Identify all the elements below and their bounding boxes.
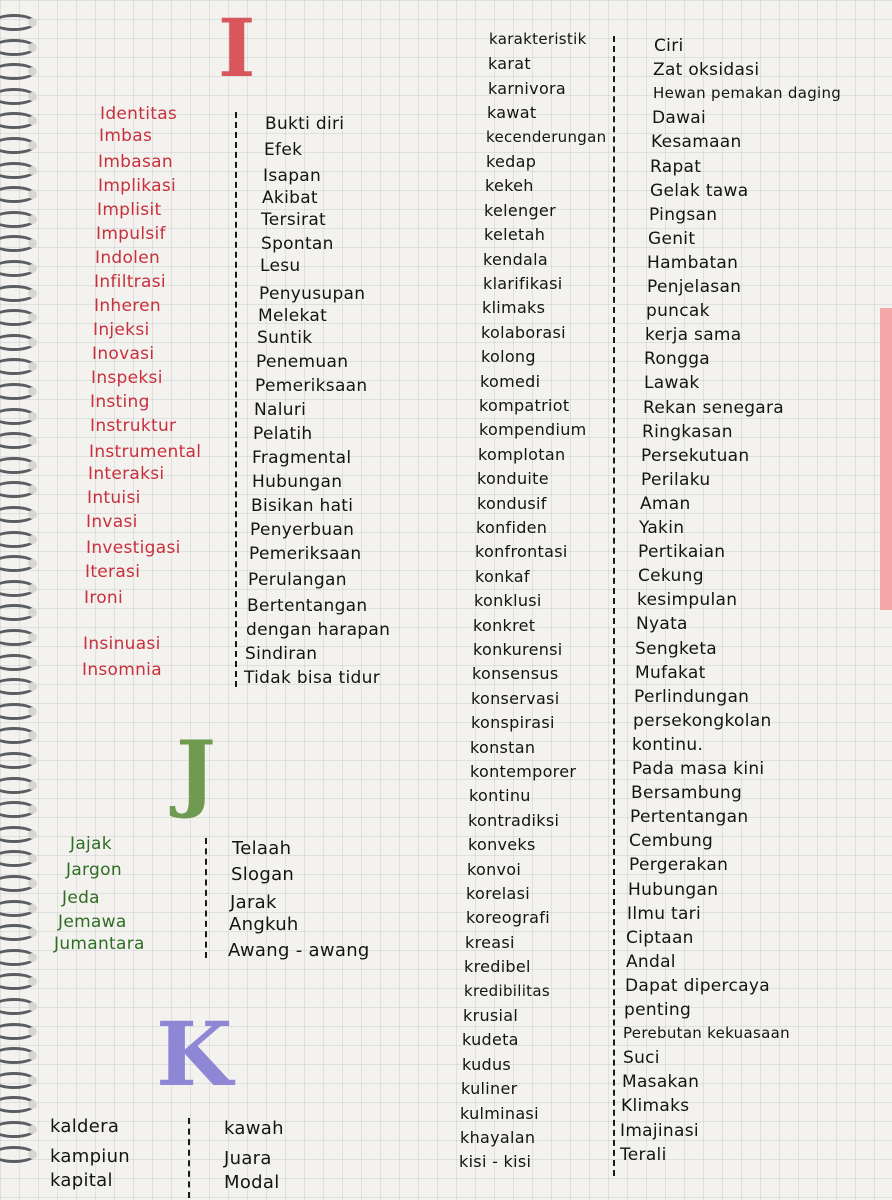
binding-hole xyxy=(28,18,37,27)
separator-j xyxy=(205,838,207,958)
term-k: kompatriot xyxy=(479,396,570,415)
meaning-k: kawah xyxy=(224,1118,284,1139)
binding-hole xyxy=(28,190,37,199)
term-k: konspirasi xyxy=(471,713,555,733)
term-i: Iterasi xyxy=(85,562,141,582)
binding-hole xyxy=(28,239,37,248)
meaning-k: Perebutan kekuasaan xyxy=(623,1024,790,1043)
term-i: Inspeksi xyxy=(91,368,163,388)
term-k: kawat xyxy=(487,103,537,123)
binding-hole xyxy=(28,953,37,962)
meaning-k: Zat oksidasi xyxy=(653,60,760,81)
term-k: kredibel xyxy=(464,957,531,977)
term-i: Identitas xyxy=(100,104,178,124)
meaning-k: Perilaku xyxy=(641,469,711,490)
meaning-k: Ciptaan xyxy=(626,927,694,948)
binding-hole xyxy=(28,682,37,691)
term-k: kedap xyxy=(486,152,537,171)
meaning-i: Spontan xyxy=(261,234,334,254)
term-k: karakteristik xyxy=(489,30,587,48)
term-k: klimaks xyxy=(482,298,546,318)
term-k: kampiun xyxy=(50,1146,131,1167)
binding-hole xyxy=(28,559,37,568)
meaning-i: Tidak bisa tidur xyxy=(244,668,380,688)
term-k: konvoi xyxy=(467,859,522,879)
term-k: kolaborasi xyxy=(481,322,566,342)
term-k: kredibilitas xyxy=(464,981,550,1000)
meaning-k: Hambatan xyxy=(647,252,739,273)
meaning-k: Rongga xyxy=(644,349,711,370)
meaning-k: kesimpulan xyxy=(637,590,738,611)
term-k: klarifikasi xyxy=(483,274,563,293)
meaning-i: Perulangan xyxy=(248,570,347,590)
term-k: kendala xyxy=(483,249,548,269)
meaning-j: Telaah xyxy=(232,838,292,859)
meaning-j: Jarak xyxy=(230,892,277,913)
term-k: kapital xyxy=(50,1170,113,1191)
term-k: kulminasi xyxy=(460,1103,539,1123)
binding-hole xyxy=(28,67,37,76)
meaning-k: Cembung xyxy=(629,831,714,852)
meaning-j: Slogan xyxy=(231,864,295,885)
term-i: Ironi xyxy=(84,588,124,608)
term-k: keletah xyxy=(484,225,546,245)
binding-hole xyxy=(28,510,37,519)
term-i: Infiltrasi xyxy=(94,272,166,292)
meaning-i: Naluri xyxy=(254,400,307,420)
term-k: konstan xyxy=(470,737,536,757)
binding-hole xyxy=(28,313,37,322)
term-i: Inheren xyxy=(94,296,161,316)
meaning-k: Masakan xyxy=(622,1072,700,1093)
meaning-k: Perlindungan xyxy=(634,686,750,707)
meaning-i: Pemeriksaan xyxy=(249,544,362,564)
binding-hole xyxy=(28,166,37,175)
meaning-i: Hubungan xyxy=(252,472,343,492)
meaning-k: Bersambung xyxy=(631,783,743,804)
binding-hole xyxy=(28,535,37,544)
binding-hole xyxy=(28,362,37,371)
meaning-i: Bisikan hati xyxy=(251,496,354,516)
binding-hole xyxy=(28,731,37,740)
binding-hole xyxy=(28,805,37,814)
term-j: Jemawa xyxy=(58,912,127,932)
meaning-i: Efek xyxy=(264,140,303,160)
binding-hole xyxy=(28,707,37,716)
term-k: karat xyxy=(488,54,531,74)
binding-hole xyxy=(28,928,37,937)
term-k: konservasi xyxy=(471,688,560,708)
term-k: koreografi xyxy=(466,908,550,928)
binding-hole xyxy=(28,633,37,642)
term-k: kudeta xyxy=(462,1030,519,1050)
meaning-k: Yakin xyxy=(639,518,685,538)
binding-hole xyxy=(28,1100,37,1109)
term-i: Intuisi xyxy=(87,488,141,508)
binding-hole xyxy=(28,977,37,986)
meaning-i: Suntik xyxy=(257,328,313,348)
meaning-i: Bukti diri xyxy=(265,114,345,134)
term-i: Imbasan xyxy=(98,152,173,172)
meaning-i: Penyerbuan xyxy=(250,520,355,540)
meaning-k: Dapat dipercaya xyxy=(625,975,770,996)
binding-hole xyxy=(28,1051,37,1060)
meaning-k: Pertentangan xyxy=(630,807,749,828)
term-k: kontinu xyxy=(469,786,531,806)
term-k: kondusif xyxy=(477,493,547,513)
binding-hole xyxy=(28,116,37,125)
term-i: Implikasi xyxy=(98,176,177,196)
term-k: konkaf xyxy=(475,566,530,586)
term-k: krusial xyxy=(463,1006,519,1025)
term-k: kaldera xyxy=(50,1116,120,1137)
meaning-k: Modal xyxy=(224,1172,280,1193)
meaning-k: puncak xyxy=(646,301,710,322)
meaning-k: Lawak xyxy=(644,373,700,394)
binding-hole xyxy=(28,289,37,298)
term-i: Insting xyxy=(90,392,150,412)
term-i: Instruktur xyxy=(90,416,177,436)
term-i: Imbas xyxy=(99,126,153,146)
binding-hole xyxy=(28,781,37,790)
meaning-i: Lesu xyxy=(260,256,301,276)
term-i: Injeksi xyxy=(93,320,150,340)
term-k: konduite xyxy=(477,469,549,489)
term-k: konkret xyxy=(473,615,536,635)
meaning-i: Penemuan xyxy=(256,352,349,372)
binding-hole xyxy=(28,1076,37,1085)
term-i: Invasi xyxy=(86,512,138,532)
term-i: Investigasi xyxy=(86,538,181,558)
term-k: kolong xyxy=(481,347,536,367)
meaning-k: Pingsan xyxy=(649,204,718,225)
binding-hole xyxy=(28,1125,37,1134)
term-j: Jeda xyxy=(62,888,100,908)
term-i: Impulsif xyxy=(96,224,166,244)
term-k: kontemporer xyxy=(470,762,577,781)
term-k: kudus xyxy=(462,1054,512,1074)
meaning-k: Andal xyxy=(626,951,676,972)
meaning-i: Penyusupan xyxy=(259,284,366,304)
separator-k-right xyxy=(613,36,615,1176)
meaning-k: Terali xyxy=(620,1144,667,1165)
meaning-k: Rekan senegara xyxy=(643,397,785,418)
term-k: kecenderungan xyxy=(486,127,607,146)
meaning-k: Genit xyxy=(648,228,696,249)
meaning-k: Kesamaan xyxy=(651,132,742,153)
binding-hole xyxy=(28,904,37,913)
term-i: Inovasi xyxy=(92,344,155,364)
meaning-i: Pelatih xyxy=(253,424,313,444)
binding-hole xyxy=(28,264,37,273)
term-k: konveks xyxy=(468,835,536,855)
meaning-k: kontinu. xyxy=(632,734,704,755)
binding-hole xyxy=(28,608,37,617)
meaning-i: Pemeriksaan xyxy=(255,376,368,396)
term-i: Insomnia xyxy=(82,660,162,680)
term-i: Insinuasi xyxy=(83,634,161,654)
binding-hole xyxy=(28,215,37,224)
meaning-k: Rapat xyxy=(650,156,702,177)
meaning-k: Juara xyxy=(224,1148,272,1169)
term-k: kompendium xyxy=(479,420,587,440)
term-i: Implisit xyxy=(97,200,162,220)
binding-hole xyxy=(28,43,37,52)
meaning-k: persekongkolan xyxy=(633,710,772,731)
binding-hole xyxy=(28,1002,37,1011)
meaning-k: kerja sama xyxy=(645,325,742,346)
term-j: Jajak xyxy=(70,834,112,854)
letter-j-heading: J xyxy=(176,722,216,821)
term-i: Interaksi xyxy=(88,464,165,484)
letter-i-heading: I xyxy=(218,1,256,95)
term-j: Jargon xyxy=(66,860,122,880)
binding-hole xyxy=(28,461,37,470)
binding-hole xyxy=(28,584,37,593)
term-k: kisi - kisi xyxy=(459,1152,532,1172)
meaning-k: Aman xyxy=(640,493,691,514)
meaning-i: Isapan xyxy=(263,166,322,186)
meaning-k: Pertikaian xyxy=(638,542,726,563)
meaning-i: Melekat xyxy=(258,306,328,326)
term-k: korelasi xyxy=(466,884,530,903)
meaning-k: Mufakat xyxy=(635,662,706,683)
meaning-k: penting xyxy=(624,1000,692,1020)
term-k: komplotan xyxy=(478,444,566,464)
meaning-k: Klimaks xyxy=(621,1096,690,1117)
binding-hole xyxy=(28,1027,37,1036)
binding-hole xyxy=(28,1150,37,1159)
binding-hole xyxy=(28,436,37,445)
meaning-k: Imajinasi xyxy=(620,1120,699,1141)
meaning-i: Akibat xyxy=(262,188,318,208)
page-tab-marker xyxy=(880,308,892,610)
separator-k-left xyxy=(188,1118,190,1198)
binding-hole xyxy=(28,830,37,839)
meaning-k: Ilmu tari xyxy=(627,903,701,924)
term-k: konklusi xyxy=(474,591,542,611)
term-k: karnivora xyxy=(488,78,567,98)
term-k: kontradiksi xyxy=(468,810,560,830)
binding-hole xyxy=(28,756,37,765)
term-j: Jumantara xyxy=(54,934,145,954)
meaning-k: Gelak tawa xyxy=(650,180,749,201)
term-k: konfrontasi xyxy=(475,542,568,562)
term-k: kuliner xyxy=(461,1079,518,1099)
binding-hole xyxy=(28,412,37,421)
meaning-k: Hewan pemakan daging xyxy=(653,84,842,103)
meaning-k: Pada masa kini xyxy=(632,759,765,779)
meaning-i: dengan harapan xyxy=(246,620,391,640)
meaning-k: Sengketa xyxy=(635,638,717,659)
meaning-k: Dawai xyxy=(652,108,707,129)
meaning-k: Suci xyxy=(623,1048,660,1069)
meaning-j: Angkuh xyxy=(229,914,299,935)
binding-hole xyxy=(28,854,37,863)
term-k: kekeh xyxy=(485,176,534,196)
binding-hole xyxy=(28,141,37,150)
meaning-i: Sindiran xyxy=(245,644,318,664)
term-k: konsensus xyxy=(472,664,559,684)
meaning-i: Bertentangan xyxy=(247,596,368,616)
meaning-k: Nyata xyxy=(636,614,688,635)
separator-i xyxy=(235,112,237,687)
binding-hole xyxy=(28,485,37,494)
meaning-j: Awang - awang xyxy=(228,940,370,961)
spiral-binding xyxy=(0,0,40,1200)
meaning-k: Persekutuan xyxy=(641,445,750,466)
binding-hole xyxy=(28,658,37,667)
term-k: khayalan xyxy=(460,1128,536,1147)
binding-hole xyxy=(28,338,37,347)
meaning-k: Penjelasan xyxy=(647,277,742,297)
term-k: komedi xyxy=(480,371,541,391)
term-k: konfiden xyxy=(476,518,548,537)
binding-hole xyxy=(28,92,37,101)
binding-hole xyxy=(28,387,37,396)
term-k: kelenger xyxy=(484,200,556,220)
term-k: konkurensi xyxy=(473,640,563,659)
meaning-i: Tersirat xyxy=(261,210,326,230)
binding-hole xyxy=(28,879,37,888)
meaning-k: Cekung xyxy=(638,566,704,587)
meaning-i: Fragmental xyxy=(252,448,352,468)
letter-k-heading: K xyxy=(156,1002,233,1106)
term-i: Indolen xyxy=(95,248,161,268)
term-k: kreasi xyxy=(465,932,515,952)
meaning-k: Ringkasan xyxy=(642,421,733,442)
meaning-k: Ciri xyxy=(654,36,684,56)
term-i: Instrumental xyxy=(89,442,202,462)
meaning-k: Pergerakan xyxy=(629,855,729,876)
meaning-k: Hubungan xyxy=(628,879,719,900)
